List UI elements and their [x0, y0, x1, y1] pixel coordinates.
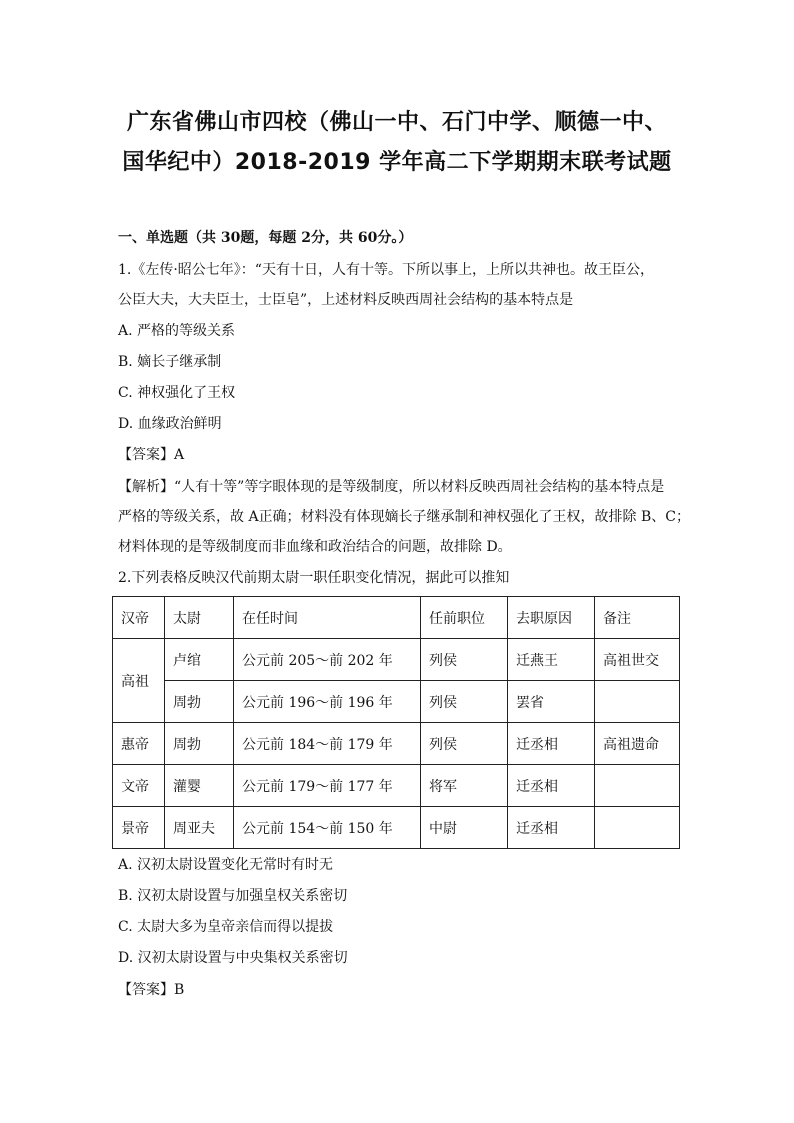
- q1-analysis-line-3: 材料体现的是等级制度而非血缘和政治结合的问题，故排除 D。: [118, 539, 512, 555]
- table-cell: 公元前 205～前 202 年: [234, 639, 421, 681]
- table-cell: [595, 681, 680, 723]
- table-cell: 将军: [421, 765, 508, 807]
- q1-option-b: B. 嫡长子继承制: [118, 354, 222, 370]
- q1-analysis-line-1: 【解析】“人有十等”等字眼体现的是等级制度，所以材料反映西周社会结构的基本特点是: [118, 479, 665, 495]
- table-cell: 公元前 196～前 196 年: [234, 681, 421, 723]
- q2-option-a: A. 汉初太尉设置变化无常时有时无: [118, 857, 334, 873]
- table-cell: 卢绾: [165, 639, 234, 681]
- table-header-cell: 去职原因: [508, 597, 595, 639]
- q2-table: [112, 596, 680, 849]
- section-heading: 一、单选题（共 30题，每题 2分，共 60分。）: [118, 230, 413, 246]
- table-header-cell: 太尉: [165, 597, 234, 639]
- table-header-row: [113, 597, 680, 639]
- table-cell: 灌婴: [165, 765, 234, 807]
- table-cell: 公元前 184～前 179 年: [234, 723, 421, 765]
- table-cell-emperor: 景帝: [113, 807, 165, 849]
- table-cell: 列侯: [421, 681, 508, 723]
- table-cell: [595, 807, 680, 849]
- table-header-cell: 在任时间: [234, 597, 421, 639]
- document-title-line-2: 国华纪中）2018-2019 学年高二下学期期末联考试题: [122, 150, 672, 175]
- table-header-cell: 备注: [595, 597, 680, 639]
- q1-stem-line-1: 1.《左传·昭公七年》：“天有十日，人有十等。下所以事上，上所以共神也。故王臣公，: [118, 262, 654, 278]
- q2-option-c: C. 太尉大多为皇帝亲信而得以提拔: [118, 919, 334, 935]
- q1-option-a: A. 严格的等级关系: [118, 323, 236, 339]
- table-cell: 高祖世交: [595, 639, 680, 681]
- table-cell: 公元前 179～前 177 年: [234, 765, 421, 807]
- q1-option-d: D. 血缘政治鲜明: [118, 416, 222, 432]
- table-cell: 迁丞相: [508, 807, 595, 849]
- q2-option-b: B. 汉初太尉设置与加强皇权关系密切: [118, 888, 348, 904]
- table-cell: 周勃: [165, 723, 234, 765]
- table-cell-emperor: 高祖: [113, 639, 165, 723]
- table-header-cell: 任前职位: [421, 597, 508, 639]
- table-cell: 迁燕王: [508, 639, 595, 681]
- q2-stem: 2.下列表格反映汉代前期太尉一职任职变化情况，据此可以推知: [118, 570, 510, 586]
- table-row: [113, 723, 680, 765]
- table-cell: 列侯: [421, 639, 508, 681]
- table-cell: 高祖遗命: [595, 723, 680, 765]
- table-cell: 列侯: [421, 723, 508, 765]
- document-title-line-1: 广东省佛山市四校（佛山一中、石门中学、顺德一中、: [126, 110, 667, 135]
- table-cell: 迁丞相: [508, 723, 595, 765]
- table-cell-emperor: 文帝: [113, 765, 165, 807]
- q1-answer: 【答案】A: [118, 447, 185, 463]
- q1-stem-line-2: 公臣大夫，大夫臣士，士臣皂”，上述材料反映西周社会结构的基本特点是: [118, 292, 574, 308]
- q1-option-c: C. 神权强化了王权: [118, 385, 236, 401]
- table-cell: 罢省: [508, 681, 595, 723]
- table-header-cell: 汉帝: [113, 597, 165, 639]
- q2-answer: 【答案】B: [118, 982, 185, 998]
- q1-analysis-line-2: 严格的等级关系，故 A正确；材料没有体现嫡长子继承制和神权强化了王权，故排除 B、C；: [118, 509, 691, 525]
- table-cell: 周亚夫: [165, 807, 234, 849]
- table-row: [113, 681, 680, 723]
- table-row: [113, 765, 680, 807]
- table-cell-emperor: 惠帝: [113, 723, 165, 765]
- table-cell: 中尉: [421, 807, 508, 849]
- table-cell: [595, 765, 680, 807]
- table-cell: 迁丞相: [508, 765, 595, 807]
- table-row: [113, 807, 680, 849]
- q2-option-d: D. 汉初太尉设置与中央集权关系密切: [118, 950, 348, 966]
- table-cell: 公元前 154～前 150 年: [234, 807, 421, 849]
- table-row: [113, 639, 680, 681]
- table-cell: 周勃: [165, 681, 234, 723]
